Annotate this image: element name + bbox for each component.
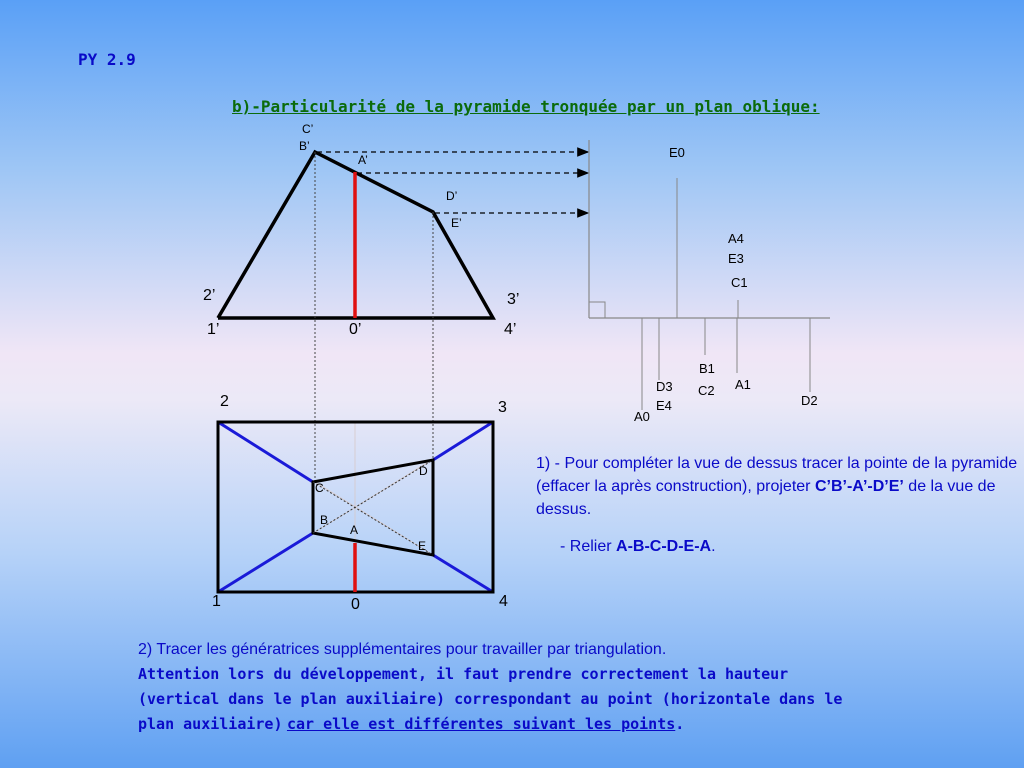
label-a0: A0: [634, 409, 650, 424]
instruction-2-body: [138, 662, 878, 737]
label-2: 2: [220, 393, 229, 410]
label-e-prime: E’: [451, 216, 462, 230]
top-view: [212, 393, 508, 613]
label-e: E: [418, 539, 427, 553]
label-4: 4: [499, 593, 508, 610]
instruction-2: [138, 638, 878, 737]
blue-line-4-e: [433, 555, 493, 592]
instruction-1-sub-suffix: .: [711, 538, 716, 555]
label-a: A: [350, 523, 359, 537]
blue-line-3-d: [433, 422, 493, 460]
label-2-prime: 2’: [203, 287, 216, 304]
label-3: 3: [498, 399, 507, 416]
page-title: b)-Particularité de la pyramide tronquée par un plan oblique:: [232, 97, 820, 116]
label-c1: C1: [731, 275, 748, 290]
slide-id: PY 2.9: [78, 50, 136, 69]
label-4-prime: 4’: [504, 321, 517, 338]
instruction-1-bold: C’B’-A’-D’E’: [814, 478, 904, 495]
instruction-1-text: 1) - Pour compléter la vue de dessus tracer la pointe de la pyramide (effacer la après construction), projeter: [536, 455, 1018, 495]
label-0: 0: [351, 596, 360, 613]
label-d3: D3: [656, 379, 673, 394]
instruction-1-suffix: de la vue de dessus.: [536, 478, 996, 518]
label-0-prime: 0’: [349, 321, 362, 338]
label-1: 1: [212, 593, 221, 610]
label-c: C: [315, 481, 324, 495]
label-b: B: [320, 513, 329, 527]
label-a4: A4: [728, 231, 744, 246]
right-angle-mark: [589, 302, 605, 318]
side-view: [589, 140, 830, 424]
label-c2: C2: [698, 383, 715, 398]
label-e0: E0: [669, 145, 685, 160]
front-view: [203, 122, 588, 482]
instruction-2-line1: 2) Tracer les génératrices supplémentaires pour travailler par triangulation.: [138, 641, 667, 658]
blue-line-2-c: [218, 422, 313, 482]
top-view-section: [313, 460, 433, 555]
instruction-1: [536, 452, 1022, 558]
label-c-prime: C’: [302, 122, 314, 136]
label-d: D: [419, 464, 428, 478]
label-d2: D2: [801, 393, 818, 408]
label-1-prime: 1’: [207, 321, 220, 338]
label-b1: B1: [699, 361, 715, 376]
instruction-2-bold: Attention lors du développement, il faut prendre correctement la hauteur (vertical dans le plan auxiliaire) correspondant au point (horizontale dans le plan auxiliaire): [138, 665, 843, 733]
instruction-1-sub: [536, 535, 1022, 558]
blue-line-1-b: [218, 533, 313, 592]
label-a1: A1: [735, 377, 751, 392]
label-a-prime: A’: [358, 153, 368, 167]
instruction-2-underlined: car elle est différentes suivant les points: [286, 715, 676, 733]
label-b-prime: B’: [299, 139, 310, 153]
label-e4: E4: [656, 398, 672, 413]
label-d-prime: D’: [446, 189, 458, 203]
instruction-2-end: .: [675, 715, 685, 733]
instruction-1-sub-prefix: - Relier: [560, 538, 617, 555]
instruction-1-sub-bold: A-B-C-D-E-A: [616, 538, 712, 555]
label-3-prime: 3’: [507, 291, 520, 308]
label-e3: E3: [728, 251, 744, 266]
